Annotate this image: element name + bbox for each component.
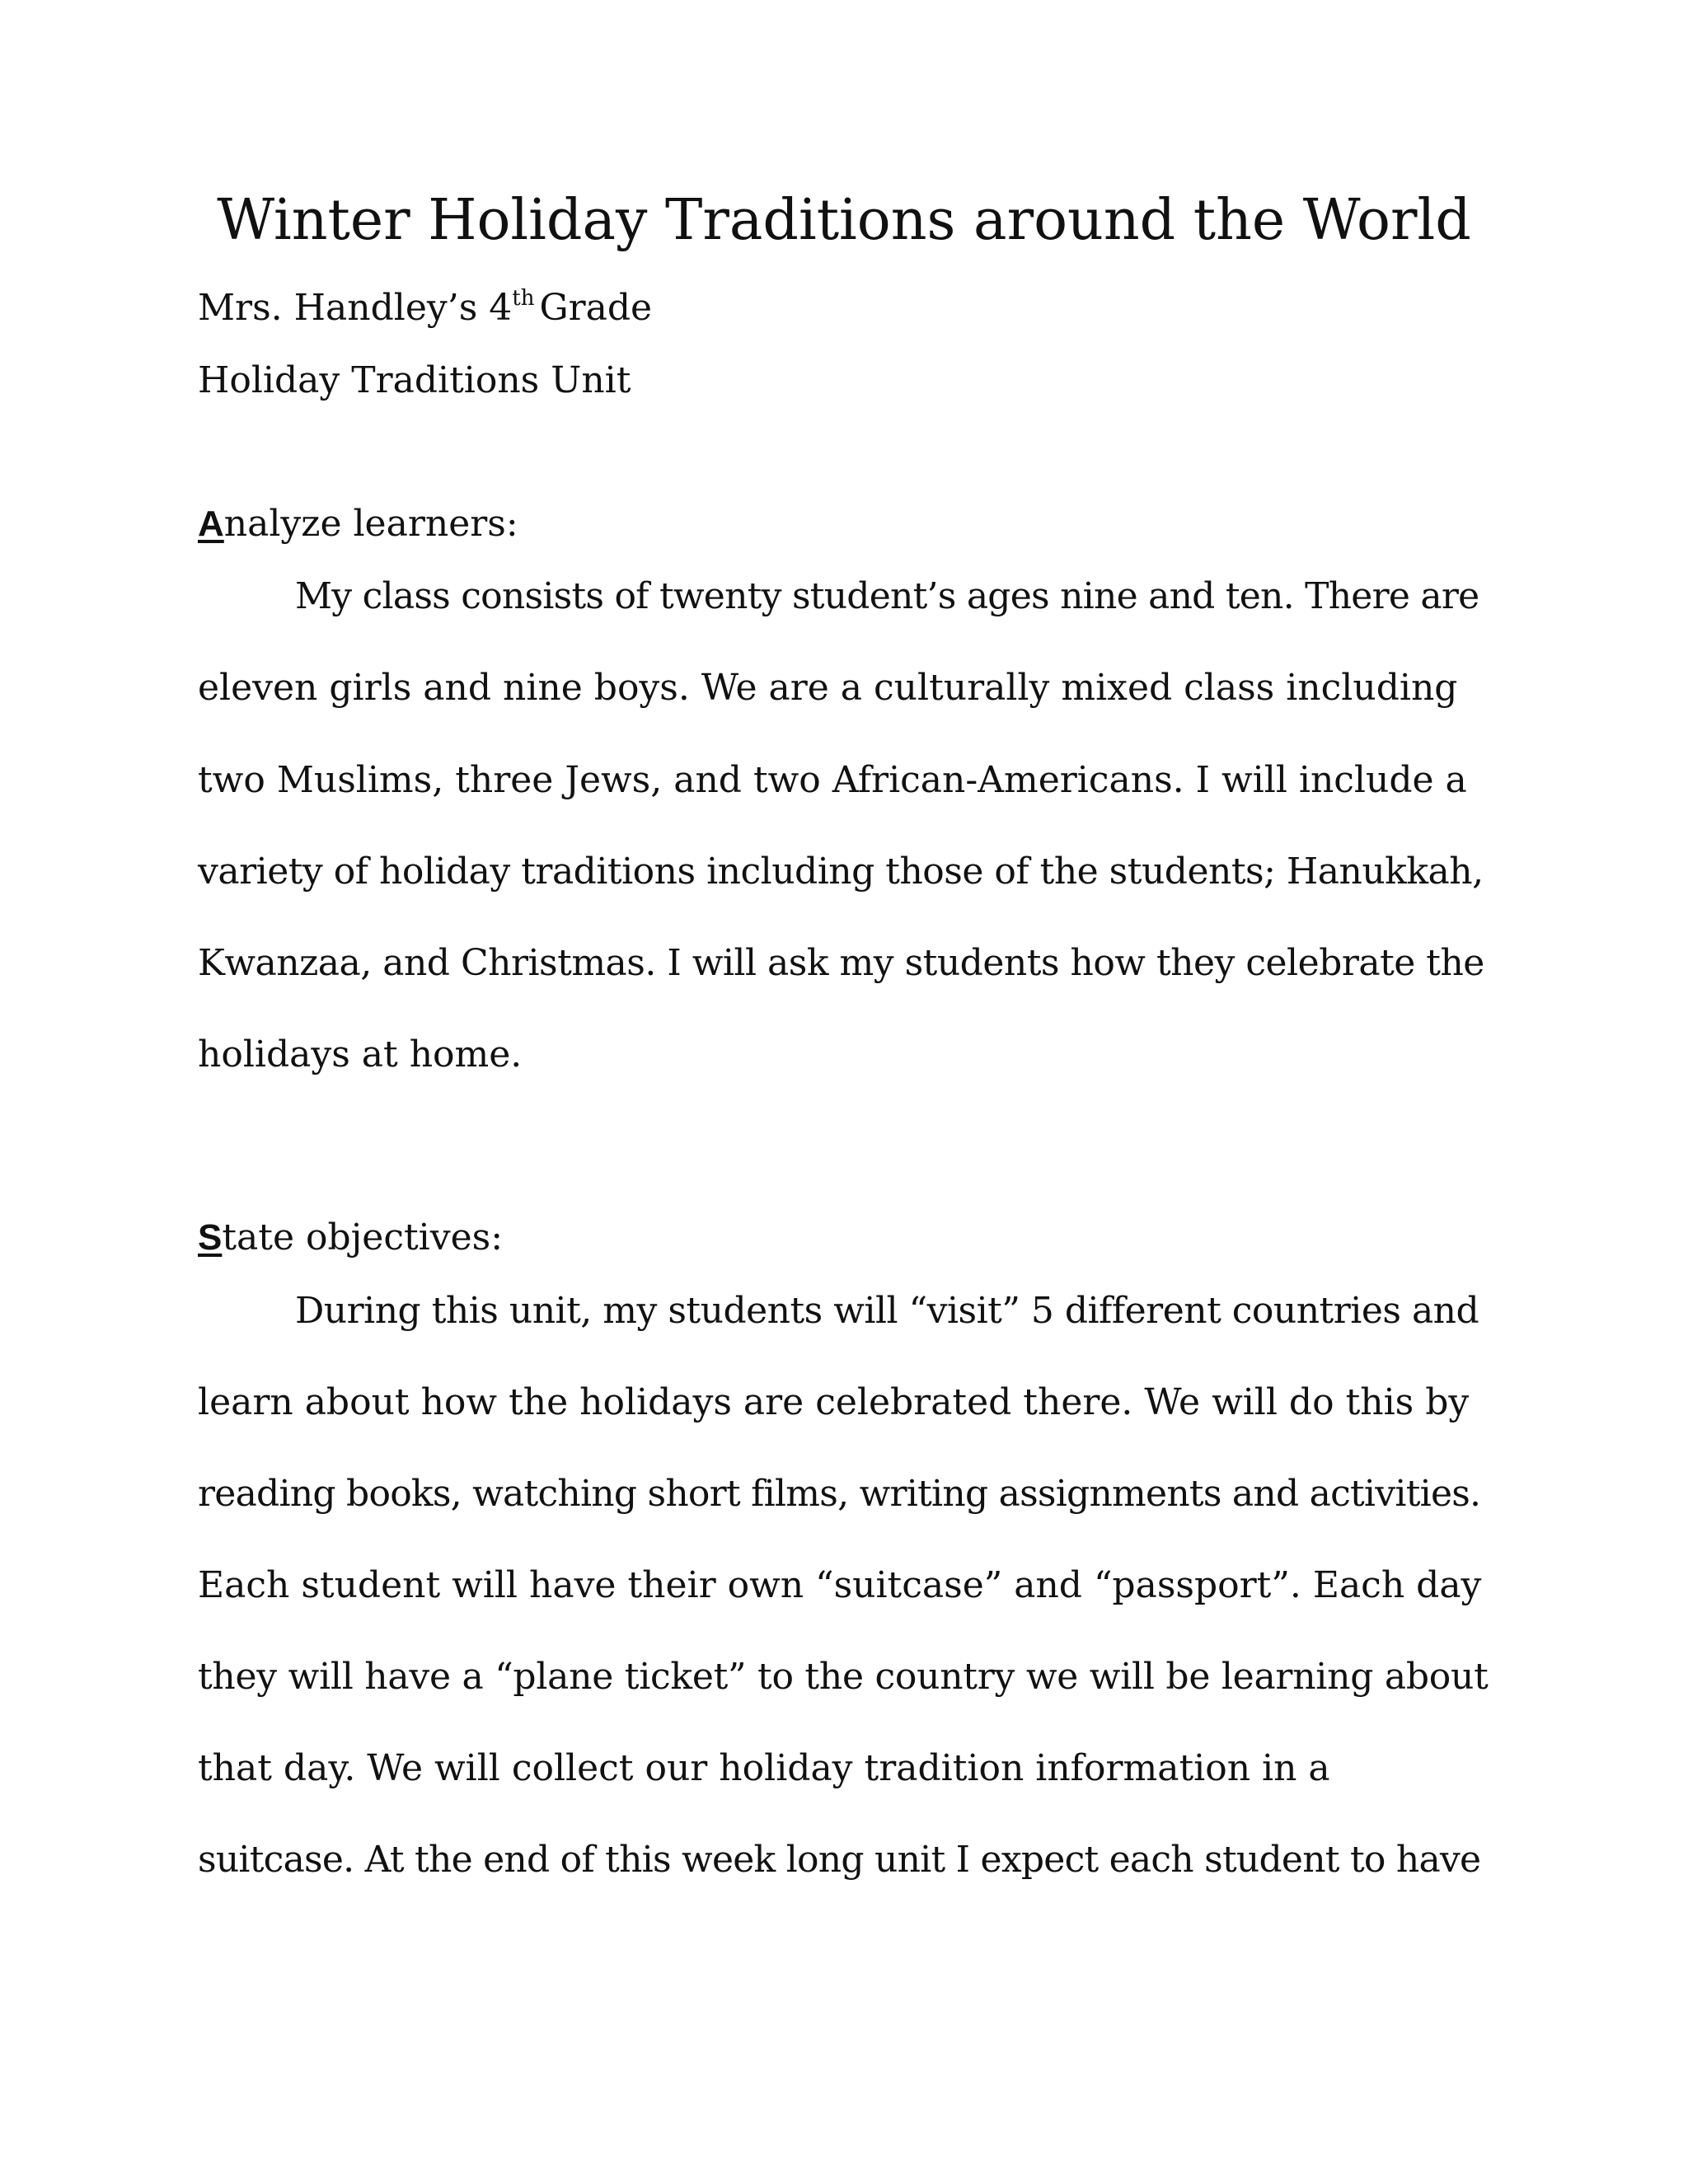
- teacher-name: Mrs. Handley’s 4: [198, 287, 513, 329]
- heading-initial: S: [198, 1217, 223, 1258]
- paragraph-line: two Muslims, three Jews, and two African-Americans. I will include a: [198, 759, 1467, 801]
- unit-line: Holiday Traditions Unit: [198, 359, 631, 401]
- paragraph-line: holidays at home.: [198, 1033, 523, 1076]
- paragraph-line: they will have a “plane ticket” to the country we will be learning about: [198, 1656, 1489, 1698]
- paragraph-line: suitcase. At the end of this week long unit I expect each student to have: [198, 1839, 1481, 1881]
- section-heading-state-objectives: [198, 1216, 503, 1259]
- teacher-grade-line: [198, 287, 652, 330]
- paragraph-line: Each student will have their own “suitcase” and “passport”. Each day: [198, 1564, 1482, 1606]
- paragraph-line: variety of holiday traditions including those of the students; Hanukkah,: [198, 851, 1484, 893]
- ordinal-suffix: th: [512, 286, 535, 311]
- grade-label: Grade: [539, 287, 653, 329]
- paragraph-line: learn about how the holidays are celebrated there. We will do this by: [198, 1381, 1470, 1423]
- document-title: Winter Holiday Traditions around the World: [217, 188, 1471, 253]
- paragraph-line: My class consists of twenty student’s ages nine and ten. There are: [295, 575, 1479, 617]
- paragraph-line: eleven girls and nine boys. We are a culturally mixed class including: [198, 667, 1458, 709]
- paragraph-line: reading books, watching short films, writing assignments and activities.: [198, 1473, 1481, 1515]
- paragraph-line: During this unit, my students will “visit” 5 different countries and: [295, 1290, 1479, 1332]
- section-heading-analyze-learners: [198, 503, 518, 546]
- heading-rest: tate objectives:: [222, 1216, 504, 1258]
- paragraph-line: Kwanzaa, and Christmas. I will ask my students how they celebrate the: [198, 942, 1484, 984]
- heading-rest: nalyze learners:: [223, 503, 518, 545]
- paragraph-line: that day. We will collect our holiday tradition information in a: [198, 1747, 1330, 1789]
- heading-initial: A: [198, 504, 224, 544]
